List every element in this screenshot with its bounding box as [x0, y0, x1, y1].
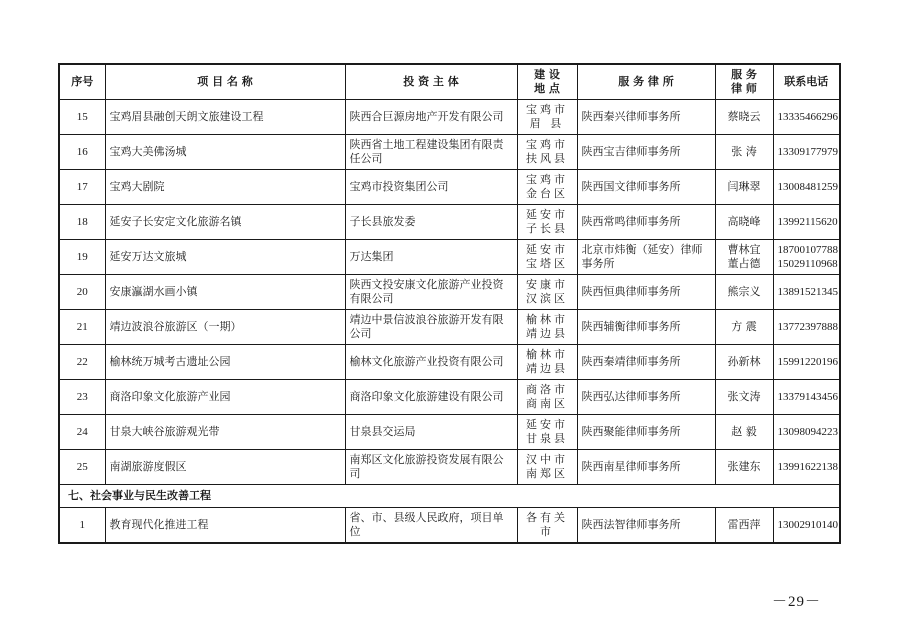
- law-firm: [577, 205, 715, 240]
- lawyer-line1: 张 涛: [731, 145, 757, 158]
- lawyer-line1: 孙新林: [727, 355, 761, 368]
- phone-line1: 13335466296: [777, 111, 838, 123]
- phone-line2: 15029110968: [777, 258, 838, 270]
- phone-line1: 13098094223: [777, 426, 838, 438]
- lawyer: [715, 450, 773, 485]
- location-line2: 金台区: [526, 187, 568, 200]
- phone: [773, 415, 840, 450]
- project-lawyer-table: [58, 63, 841, 544]
- header-row: [59, 64, 840, 100]
- phone: [773, 345, 840, 380]
- investor: [345, 415, 517, 450]
- location: [517, 240, 577, 275]
- law-firm-line1: 陕西宝吉律师事务所: [581, 145, 681, 158]
- section-title: 七、社会事业与民生改善工程: [59, 485, 840, 508]
- law-firm: [577, 135, 715, 170]
- project-name-line1: 延安万达文旅城: [109, 250, 187, 263]
- law-firm-line1: 陕西秦靖律师事务所: [581, 355, 681, 368]
- investor-line1: 万达集团: [349, 250, 394, 263]
- row-number-line1: 17: [76, 181, 88, 193]
- location-line2: 靖边县: [526, 327, 568, 340]
- project-name-line1: 安康瀛湖水画小镇: [109, 285, 198, 298]
- law-firm-line1: 陕西南星律师事务所: [581, 460, 681, 473]
- investor-line1: 南郑区文化旅游投资发展有限公司: [349, 453, 504, 480]
- lawyer-line1: 方 震: [731, 320, 757, 333]
- location: [517, 275, 577, 310]
- investor: [345, 170, 517, 205]
- investor: [345, 275, 517, 310]
- header-location: [517, 64, 577, 100]
- project-name: [105, 170, 345, 205]
- phone-line1: 13772397888: [777, 321, 838, 333]
- law-firm-line1: 陕西常鸣律师事务所: [581, 215, 681, 228]
- project-name: [105, 345, 345, 380]
- law-firm: [577, 275, 715, 310]
- location: [517, 415, 577, 450]
- project-name: [105, 310, 345, 345]
- phone: [773, 135, 840, 170]
- investor-line1: 子长县旅发委: [349, 215, 416, 228]
- project-name: [105, 205, 345, 240]
- location: [517, 100, 577, 135]
- location-line2: 商南区: [526, 397, 568, 410]
- law-firm: [577, 170, 715, 205]
- lawyer: [715, 508, 773, 544]
- lawyer: [715, 380, 773, 415]
- phone-line1: 13991622138: [777, 461, 838, 473]
- project-name: [105, 450, 345, 485]
- project-name: [105, 380, 345, 415]
- project-name: [105, 135, 345, 170]
- row-number: [59, 310, 105, 345]
- table-row: [59, 450, 840, 485]
- law-firm: [577, 508, 715, 544]
- phone: [773, 310, 840, 345]
- lawyer: [715, 240, 773, 275]
- location-line2: 汉滨区: [526, 292, 568, 305]
- table-row: [59, 205, 840, 240]
- project-name-line1: 榆林统万城考古遗址公园: [109, 355, 231, 368]
- row-number-line1: 15: [76, 111, 88, 123]
- table-row: [59, 508, 840, 544]
- investor: [345, 310, 517, 345]
- phone-line1: 13002910140: [777, 519, 838, 531]
- investor-line1: 陕西文投安康文化旅游产业投资有限公司: [349, 278, 504, 305]
- project-name: [105, 100, 345, 135]
- phone: [773, 205, 840, 240]
- location-line1: 宝鸡市: [526, 173, 568, 186]
- lawyer-line1: 熊宗义: [727, 285, 761, 298]
- location-line2: 甘泉县: [526, 432, 568, 445]
- investor-line1: 甘泉县交运局: [349, 425, 416, 438]
- location: [517, 508, 577, 544]
- phone: [773, 170, 840, 205]
- lawyer-line1: 赵 毅: [731, 425, 757, 438]
- header-location-line2: 地 点: [534, 82, 560, 95]
- law-firm-line1: 陕西法智律师事务所: [581, 518, 681, 531]
- row-number: [59, 240, 105, 275]
- lawyer-line1: 蔡晓云: [727, 110, 761, 123]
- table-row: [59, 170, 840, 205]
- lawyer: [715, 205, 773, 240]
- phone: [773, 275, 840, 310]
- location-line2: 南郑区: [526, 467, 568, 480]
- location-line1: 各有关市: [526, 511, 568, 538]
- project-name: [105, 275, 345, 310]
- investor-line1: 靖边中景信波浪谷旅游开发有限公司: [349, 313, 504, 340]
- project-name-line1: 靖边波浪谷旅游区（一期）: [109, 320, 242, 333]
- lawyer-line1: 曹林宜: [727, 243, 761, 256]
- section-heading-row: [59, 485, 840, 508]
- investor: [345, 205, 517, 240]
- project-name-line1: 宝鸡大美佛汤城: [109, 145, 187, 158]
- row-number: [59, 100, 105, 135]
- location-line1: 宝鸡市: [526, 103, 568, 116]
- location-line2: 扶风县: [526, 152, 568, 165]
- lawyer: [715, 135, 773, 170]
- law-firm: [577, 450, 715, 485]
- table-row: [59, 345, 840, 380]
- phone: [773, 100, 840, 135]
- law-firm-line1: 陕西辅衡律师事务所: [581, 320, 681, 333]
- table-row: [59, 275, 840, 310]
- header-investor: 投 资 主 体: [345, 64, 517, 100]
- law-firm-line1: 陕西弘达律师事务所: [581, 390, 681, 403]
- row-number: [59, 415, 105, 450]
- phone-line1: 13379143456: [777, 391, 838, 403]
- project-name: [105, 508, 345, 544]
- phone-line1: 15991220196: [777, 356, 838, 368]
- header-lawyer-line2: 律 师: [731, 82, 757, 95]
- phone: [773, 508, 840, 544]
- investor: [345, 240, 517, 275]
- location-line2: 眉 县: [529, 117, 565, 130]
- table-row: [59, 240, 840, 275]
- table-row: [59, 100, 840, 135]
- row-number: [59, 135, 105, 170]
- law-firm-line1: 陕西聚能律师事务所: [581, 425, 681, 438]
- law-firm: [577, 415, 715, 450]
- table-row: [59, 415, 840, 450]
- table-row: [59, 135, 840, 170]
- investor: [345, 345, 517, 380]
- investor: [345, 100, 517, 135]
- investor-line1: 商洛印象文化旅游建设有限公司: [349, 390, 504, 403]
- row-number: [59, 450, 105, 485]
- law-firm: [577, 380, 715, 415]
- lawyer-line2: 董占德: [727, 257, 761, 270]
- row-number-line1: 19: [76, 251, 88, 263]
- phone: [773, 380, 840, 415]
- law-firm-line1: 北京市炜衡（延安）律师事务所: [581, 243, 703, 270]
- lawyer: [715, 345, 773, 380]
- row-number-line1: 20: [76, 286, 88, 298]
- investor-line1: 省、市、县级人民政府，项目单位: [349, 511, 504, 538]
- phone-line1: 13891521345: [777, 286, 838, 298]
- location-line2: 宝塔区: [526, 257, 568, 270]
- location-line1: 延安市: [526, 418, 568, 431]
- page-number: －29－: [772, 594, 822, 610]
- lawyer-line1: 雷西萍: [727, 518, 761, 531]
- table-row: [59, 310, 840, 345]
- investor-line1: 陕西省土地工程建设集团有限责任公司: [349, 138, 504, 165]
- row-number: [59, 205, 105, 240]
- lawyer: [715, 170, 773, 205]
- row-number-line1: 24: [76, 426, 88, 438]
- law-firm: [577, 100, 715, 135]
- location: [517, 450, 577, 485]
- investor: [345, 450, 517, 485]
- investor: [345, 380, 517, 415]
- project-name-line1: 宝鸡大剧院: [109, 180, 165, 193]
- lawyer-line1: 张文涛: [727, 390, 761, 403]
- project-name: [105, 240, 345, 275]
- row-number-line1: 16: [76, 146, 88, 158]
- lawyer-line1: 高晓峰: [727, 215, 761, 228]
- location: [517, 345, 577, 380]
- row-number: [59, 508, 105, 544]
- investor-line1: 陕西合巨源房地产开发有限公司: [349, 110, 504, 123]
- location: [517, 310, 577, 345]
- row-number-line1: 1: [79, 519, 85, 531]
- row-number: [59, 380, 105, 415]
- law-firm-line1: 陕西秦兴律师事务所: [581, 110, 681, 123]
- header-lawyer-line1: 服 务: [731, 68, 757, 81]
- location: [517, 135, 577, 170]
- lawyer: [715, 310, 773, 345]
- project-name-line1: 南湖旅游度假区: [109, 460, 187, 473]
- row-number: [59, 275, 105, 310]
- header-law-firm: 服 务 律 所: [577, 64, 715, 100]
- phone: [773, 240, 840, 275]
- header-location-line1: 建 设: [534, 68, 560, 81]
- law-firm: [577, 345, 715, 380]
- law-firm-line1: 陕西恒典律师事务所: [581, 285, 681, 298]
- location-line2: 子长县: [526, 222, 568, 235]
- location: [517, 170, 577, 205]
- phone: [773, 450, 840, 485]
- phone-line1: 13008481259: [777, 181, 838, 193]
- phone-line1: 13992115620: [777, 216, 838, 228]
- lawyer-line1: 闫琳翠: [727, 180, 761, 193]
- row-number: [59, 170, 105, 205]
- location-line1: 安康市: [526, 278, 568, 291]
- project-name: [105, 415, 345, 450]
- header-phone: 联系电话: [773, 64, 840, 100]
- row-number-line1: 22: [76, 356, 88, 368]
- project-name-line1: 甘泉大峡谷旅游观光带: [109, 425, 220, 438]
- location: [517, 380, 577, 415]
- phone-line1: 18700107788: [777, 244, 838, 256]
- location: [517, 205, 577, 240]
- row-number: [59, 345, 105, 380]
- project-name-line1: 延安子长安定文化旅游名镇: [109, 215, 242, 228]
- investor: [345, 135, 517, 170]
- row-number-line1: 18: [76, 216, 88, 228]
- location-line1: 榆林市: [526, 348, 568, 361]
- project-name-line1: 教育现代化推进工程: [109, 518, 209, 531]
- law-firm-line1: 陕西国文律师事务所: [581, 180, 681, 193]
- law-firm: [577, 240, 715, 275]
- lawyer: [715, 415, 773, 450]
- project-name-line1: 宝鸡眉县融创天朗文旅建设工程: [109, 110, 264, 123]
- investor-line1: 榆林文化旅游产业投资有限公司: [349, 355, 504, 368]
- investor-line1: 宝鸡市投资集团公司: [349, 180, 449, 193]
- investor: [345, 508, 517, 544]
- header-no: 序号: [59, 64, 105, 100]
- header-lawyer: [715, 64, 773, 100]
- law-firm: [577, 310, 715, 345]
- location-line1: 榆林市: [526, 313, 568, 326]
- row-number-line1: 21: [76, 321, 88, 333]
- header-project-name: 项 目 名 称: [105, 64, 345, 100]
- row-number-line1: 23: [76, 391, 88, 403]
- location-line1: 延安市: [526, 208, 568, 221]
- lawyer-line1: 张建东: [727, 460, 761, 473]
- location-line2: 靖边县: [526, 362, 568, 375]
- lawyer: [715, 275, 773, 310]
- table-row: [59, 380, 840, 415]
- lawyer: [715, 100, 773, 135]
- row-number-line1: 25: [76, 461, 88, 473]
- location-line1: 汉中市: [526, 453, 568, 466]
- phone-line1: 13309177979: [777, 146, 838, 158]
- location-line1: 商洛市: [526, 383, 568, 396]
- location-line1: 延安市: [526, 243, 568, 256]
- location-line1: 宝鸡市: [526, 138, 568, 151]
- project-name-line1: 商洛印象文化旅游产业园: [109, 390, 231, 403]
